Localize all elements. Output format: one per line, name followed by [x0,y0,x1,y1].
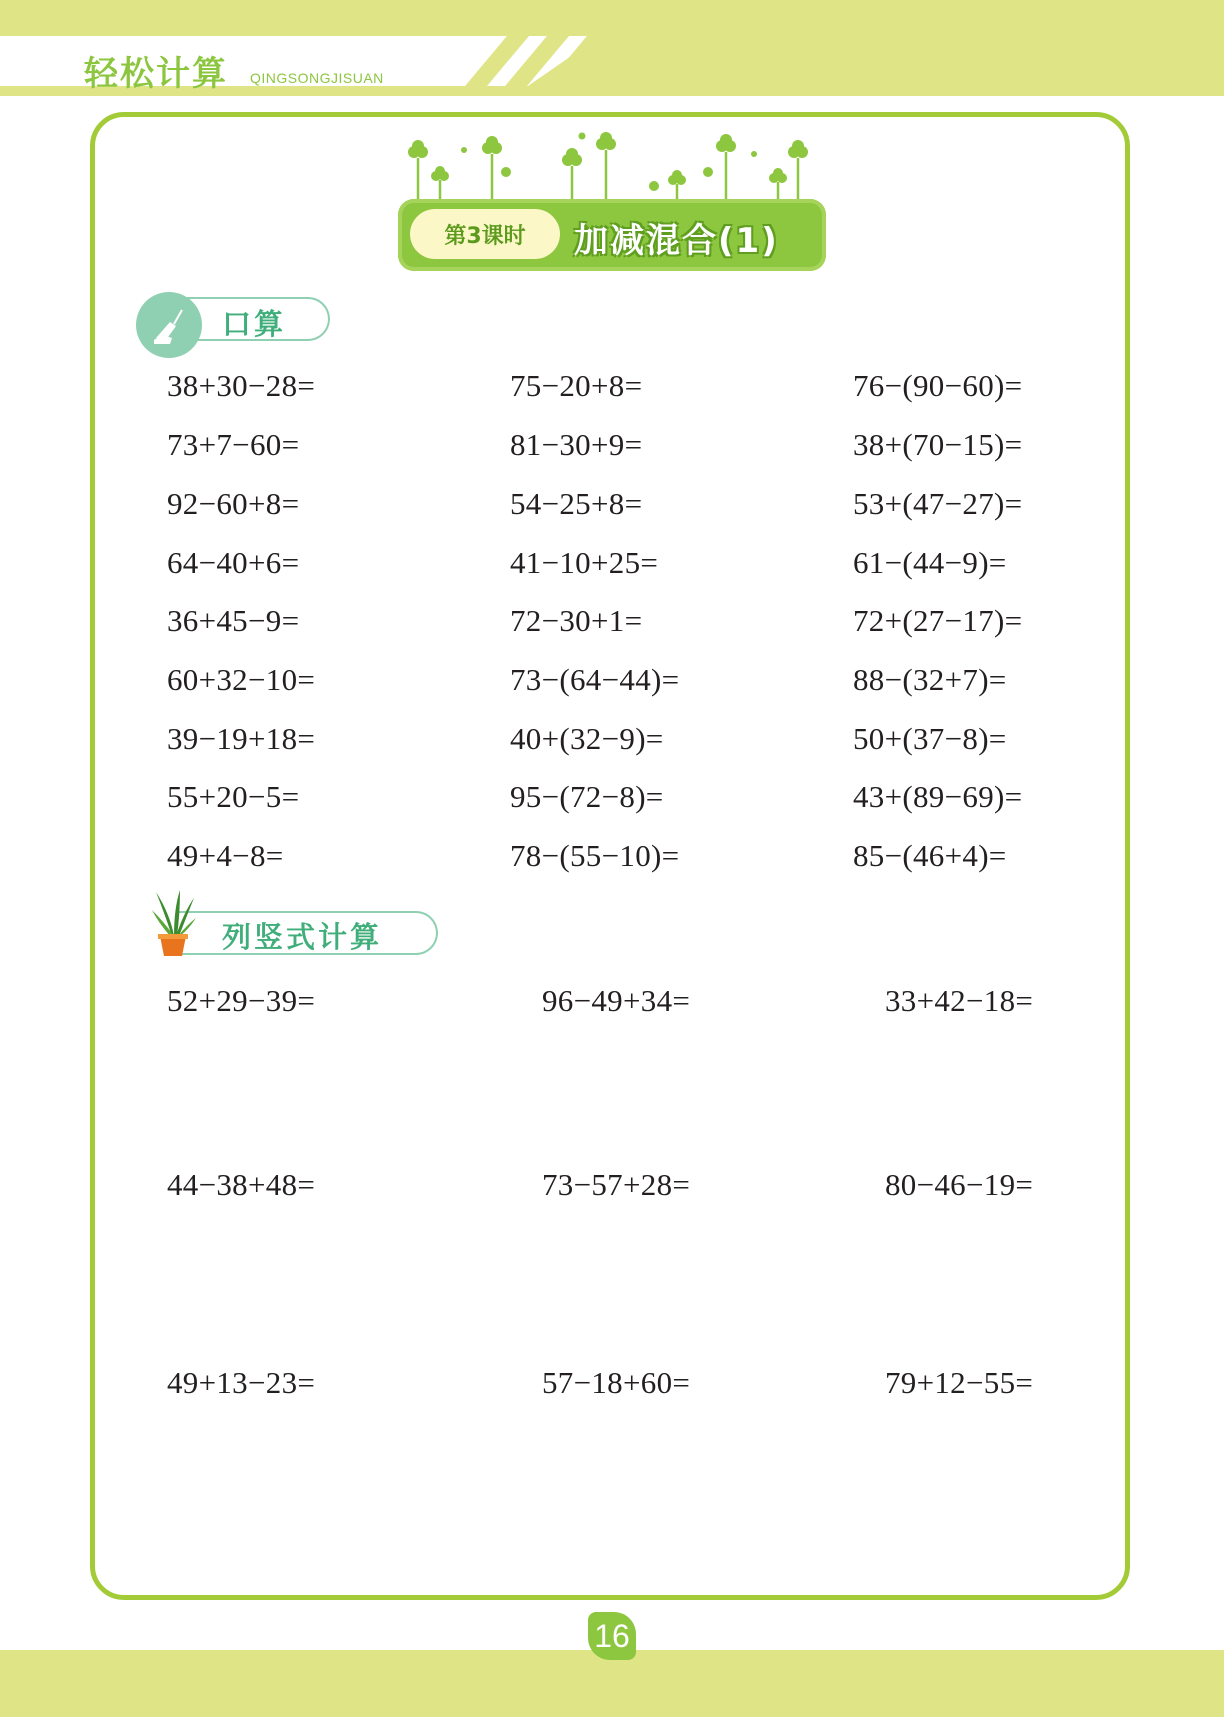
vertical-problem: 52+29−39= [167,983,316,1018]
pencil-hand-icon [136,292,202,358]
section-label-vertical: 列竖式计算 [222,920,383,954]
mental-problem: 85−(46+4)= [853,838,1007,873]
mental-problem: 73−(64−44)= [510,662,680,697]
mental-problem: 73+7−60= [167,427,300,462]
mental-problem: 43+(89−69)= [853,779,1023,814]
footer-band [0,1650,1224,1717]
mental-problem: 40+(32−9)= [510,721,664,756]
mental-problem: 61−(44−9)= [853,545,1007,580]
mental-problem: 75−20+8= [510,368,643,403]
mental-problem: 60+32−10= [167,662,316,697]
mental-problem: 53+(47−27)= [853,486,1023,521]
mental-problem: 54−25+8= [510,486,643,521]
clover-decoration-icon [400,130,820,210]
mental-problem: 88−(32+7)= [853,662,1007,697]
mental-problem: 50+(37−8)= [853,721,1007,756]
mental-problem: 38+(70−15)= [853,427,1023,462]
potted-plant-icon [150,888,196,958]
vertical-problem: 44−38+48= [167,1167,316,1202]
mental-problem: 81−30+9= [510,427,643,462]
vertical-problem: 49+13−23= [167,1365,316,1400]
vertical-problem: 79+12−55= [885,1365,1034,1400]
mental-problem: 36+45−9= [167,603,300,638]
mental-problem: 72−30+1= [510,603,643,638]
vertical-problem: 57−18+60= [542,1365,691,1400]
book-title: 轻松计算 [84,54,228,94]
mental-problem: 55+20−5= [167,779,300,814]
mental-problem: 92−60+8= [167,486,300,521]
mental-problem: 39−19+18= [167,721,316,756]
page-number: 16 [588,1612,636,1660]
mental-problem: 76−(90−60)= [853,368,1023,403]
book-subtitle: QINGSONGJISUAN [250,70,384,86]
section-label-mental: 口算 [222,307,287,341]
vertical-problem: 96−49+34= [542,983,691,1018]
lesson-banner [398,199,826,271]
vertical-problem: 80−46−19= [885,1167,1034,1202]
mental-problem: 49+4−8= [167,838,284,873]
vertical-problem: 73−57+28= [542,1167,691,1202]
mental-problem: 72+(27−17)= [853,603,1023,638]
mental-problem: 38+30−28= [167,368,316,403]
mental-problem: 64−40+6= [167,545,300,580]
lesson-title: 加减混合(1) [574,221,779,261]
mental-problem: 95−(72−8)= [510,779,664,814]
vertical-problem: 33+42−18= [885,983,1034,1018]
lesson-number: 第3课时 [410,209,560,259]
mental-problem: 41−10+25= [510,545,659,580]
mental-problem: 78−(55−10)= [510,838,680,873]
